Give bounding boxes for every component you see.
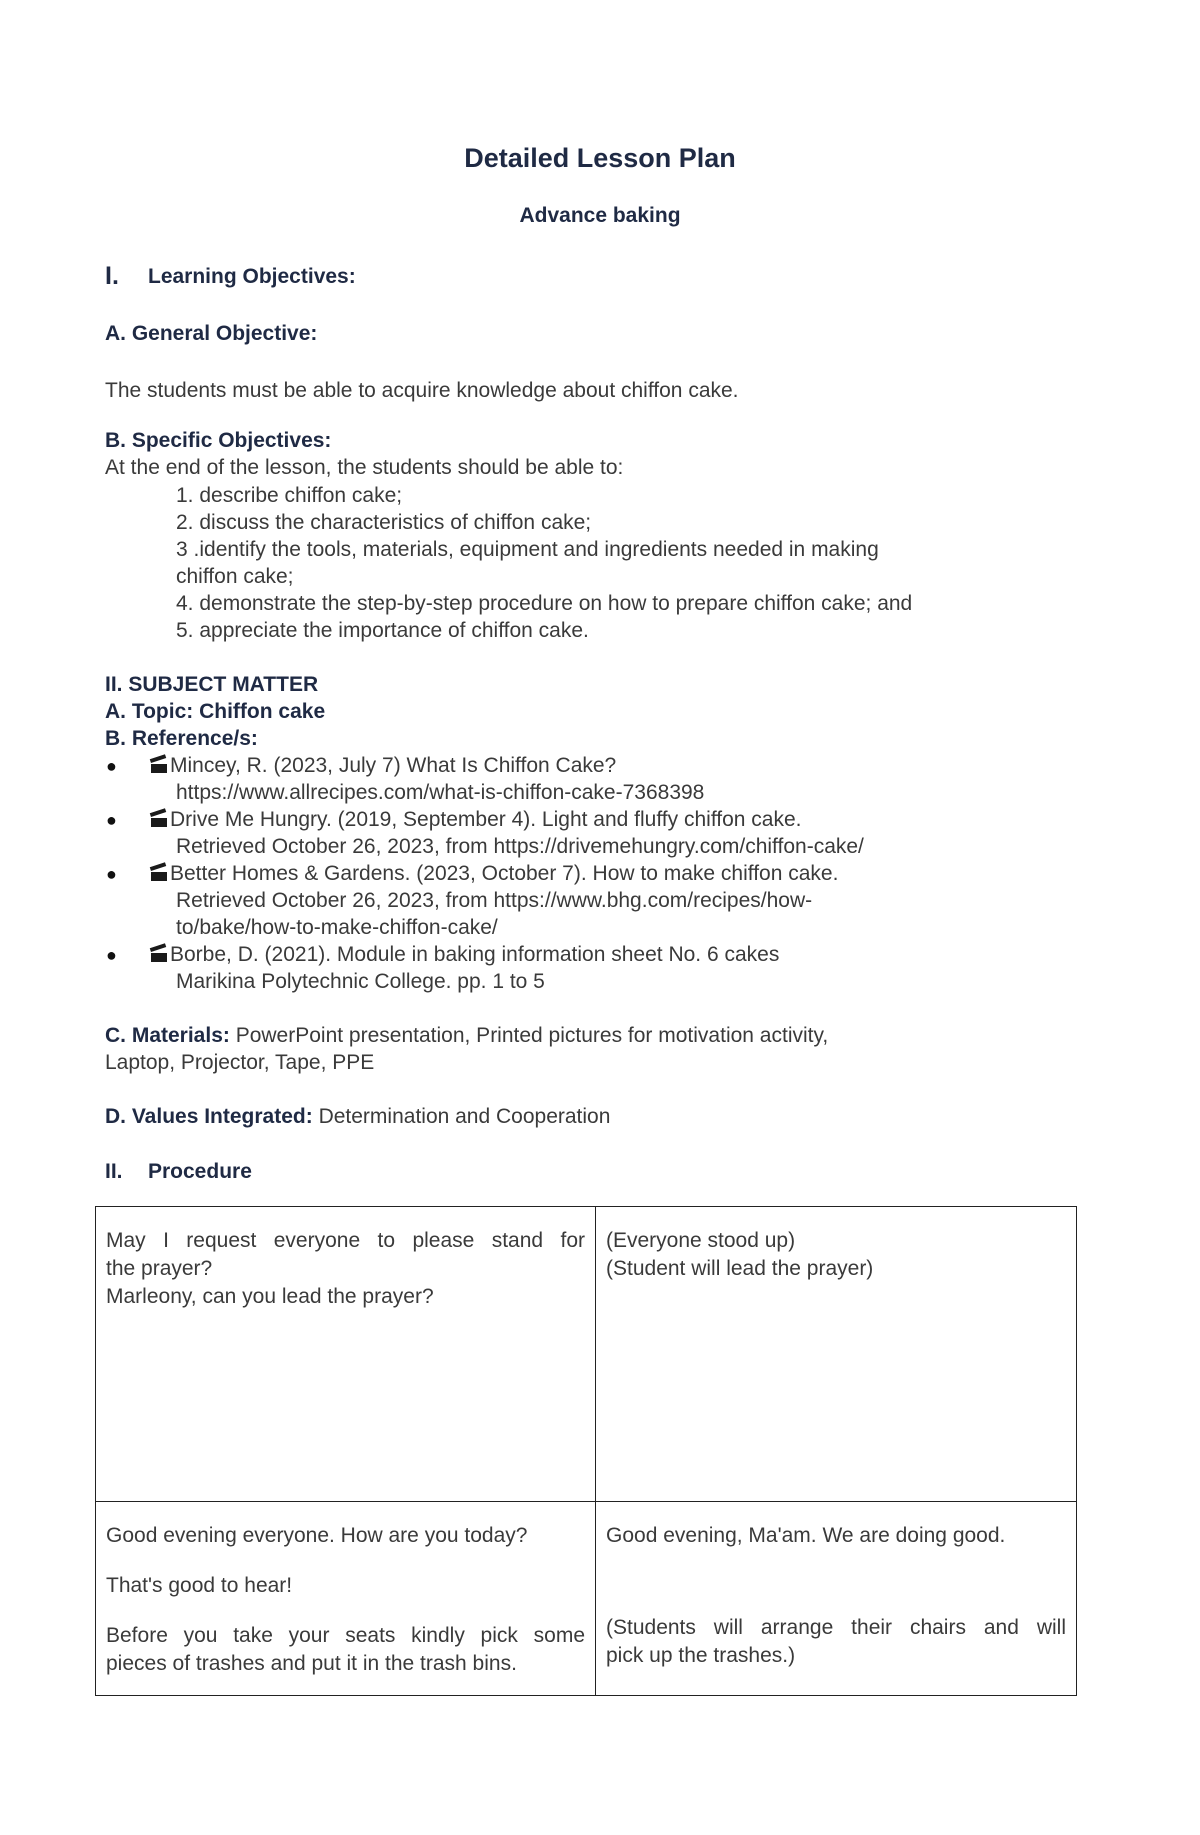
clapperboard-icon — [150, 757, 168, 773]
values-line — [105, 1105, 610, 1129]
specific-objectives-label: B. Specific Objectives: — [105, 429, 332, 452]
materials-label: C. Materials: — [105, 1024, 230, 1047]
section-1-heading: Learning Objectives: — [148, 265, 356, 288]
teacher-line: pieces of trashes and put it in the trash bins. — [106, 1652, 517, 1675]
document-subtitle: Advance baking — [519, 204, 681, 227]
reference-url: https://www.allrecipes.com/what-is-chiffon-cake-7368398 — [176, 781, 705, 804]
objective-item: 3 .identify the tools, materials, equipment and ingredients needed in making — [176, 538, 879, 561]
reference-line: Better Homes & Gardens. (2023, October 7). How to make chiffon cake. — [170, 862, 839, 885]
materials-text-continued: Laptop, Projector, Tape, PPE — [105, 1051, 375, 1074]
objective-item: 1. describe chiffon cake; — [176, 484, 403, 507]
objective-item: 5. appreciate the importance of chiffon cake. — [176, 619, 589, 642]
objective-item: 4. demonstrate the step-by-step procedure on how to prepare chiffon cake; and — [176, 592, 913, 615]
values-label: D. Values Integrated: — [105, 1105, 313, 1128]
materials-text: PowerPoint presentation, Printed pictures for motivation activity, — [229, 1024, 829, 1047]
student-line: (Students will arrange their chairs and will — [606, 1616, 1066, 1639]
procedure-table — [95, 1206, 1077, 1696]
student-cell — [596, 1207, 1077, 1502]
section-1-numeral: I. — [105, 262, 119, 290]
procedure-heading: Procedure — [148, 1160, 252, 1183]
reference-line: Retrieved October 26, 2023, from https://drivemehungry.com/chiffon-cake/ — [176, 835, 864, 858]
specific-objectives-intro: At the end of the lesson, the students should be able to: — [105, 456, 624, 479]
reference-item — [150, 754, 616, 778]
reference-item — [150, 943, 779, 967]
values-text: Determination and Cooperation — [312, 1105, 611, 1128]
reference-line: Mincey, R. (2023, July 7) What Is Chiffon Cake? — [170, 754, 617, 777]
reference-line: Drive Me Hungry. (2019, September 4). Light and fluffy chiffon cake. — [170, 808, 802, 831]
materials-line — [105, 1024, 828, 1048]
teacher-cell — [96, 1502, 596, 1696]
bullet-icon: ● — [106, 945, 117, 965]
reference-line: to/bake/how-to-make-chiffon-cake/ — [176, 916, 498, 939]
reference-line: Marikina Polytechnic College. pp. 1 to 5 — [176, 970, 545, 993]
teacher-line: Before you take your seats kindly pick some — [106, 1624, 585, 1647]
reference-line: Retrieved October 26, 2023, from https://www.bhg.com/recipes/how- — [176, 889, 813, 912]
teacher-cell — [96, 1207, 596, 1502]
bullet-icon: ● — [106, 810, 117, 830]
table-row — [96, 1207, 1077, 1502]
clapperboard-icon — [150, 865, 168, 881]
teacher-line: Marleony, can you lead the prayer? — [106, 1285, 434, 1308]
objective-item-continued: chiffon cake; — [176, 565, 294, 588]
clapperboard-icon — [150, 946, 168, 962]
document-title: Detailed Lesson Plan — [464, 143, 736, 173]
student-line: (Student will lead the prayer) — [606, 1257, 874, 1280]
reference-item — [150, 862, 838, 886]
teacher-line: May I request everyone to please stand for — [106, 1229, 585, 1252]
bullet-icon: ● — [106, 756, 117, 776]
reference-line: Borbe, D. (2021). Module in baking information sheet No. 6 cakes — [170, 943, 780, 966]
table-row — [96, 1502, 1077, 1696]
teacher-line: That's good to hear! — [106, 1574, 293, 1597]
general-objective-text: The students must be able to acquire knowledge about chiffon cake. — [105, 379, 739, 402]
subject-matter-heading: II. SUBJECT MATTER — [105, 673, 319, 696]
student-cell — [596, 1502, 1077, 1696]
references-label: B. Reference/s: — [105, 727, 258, 750]
reference-item — [150, 808, 802, 832]
student-line: Good evening, Ma'am. We are doing good. — [606, 1524, 1006, 1547]
teacher-line: Good evening everyone. How are you today? — [106, 1524, 528, 1547]
student-line: (Everyone stood up) — [606, 1229, 796, 1252]
bullet-icon: ● — [106, 864, 117, 884]
topic-line: A. Topic: Chiffon cake — [105, 700, 326, 723]
general-objective-label: A. General Objective: — [105, 322, 318, 345]
teacher-line: the prayer? — [106, 1257, 213, 1280]
objective-item: 2. discuss the characteristics of chiffon cake; — [176, 511, 592, 534]
student-line: pick up the trashes.) — [606, 1644, 796, 1667]
procedure-numeral: II. — [105, 1160, 123, 1183]
clapperboard-icon — [150, 811, 168, 827]
